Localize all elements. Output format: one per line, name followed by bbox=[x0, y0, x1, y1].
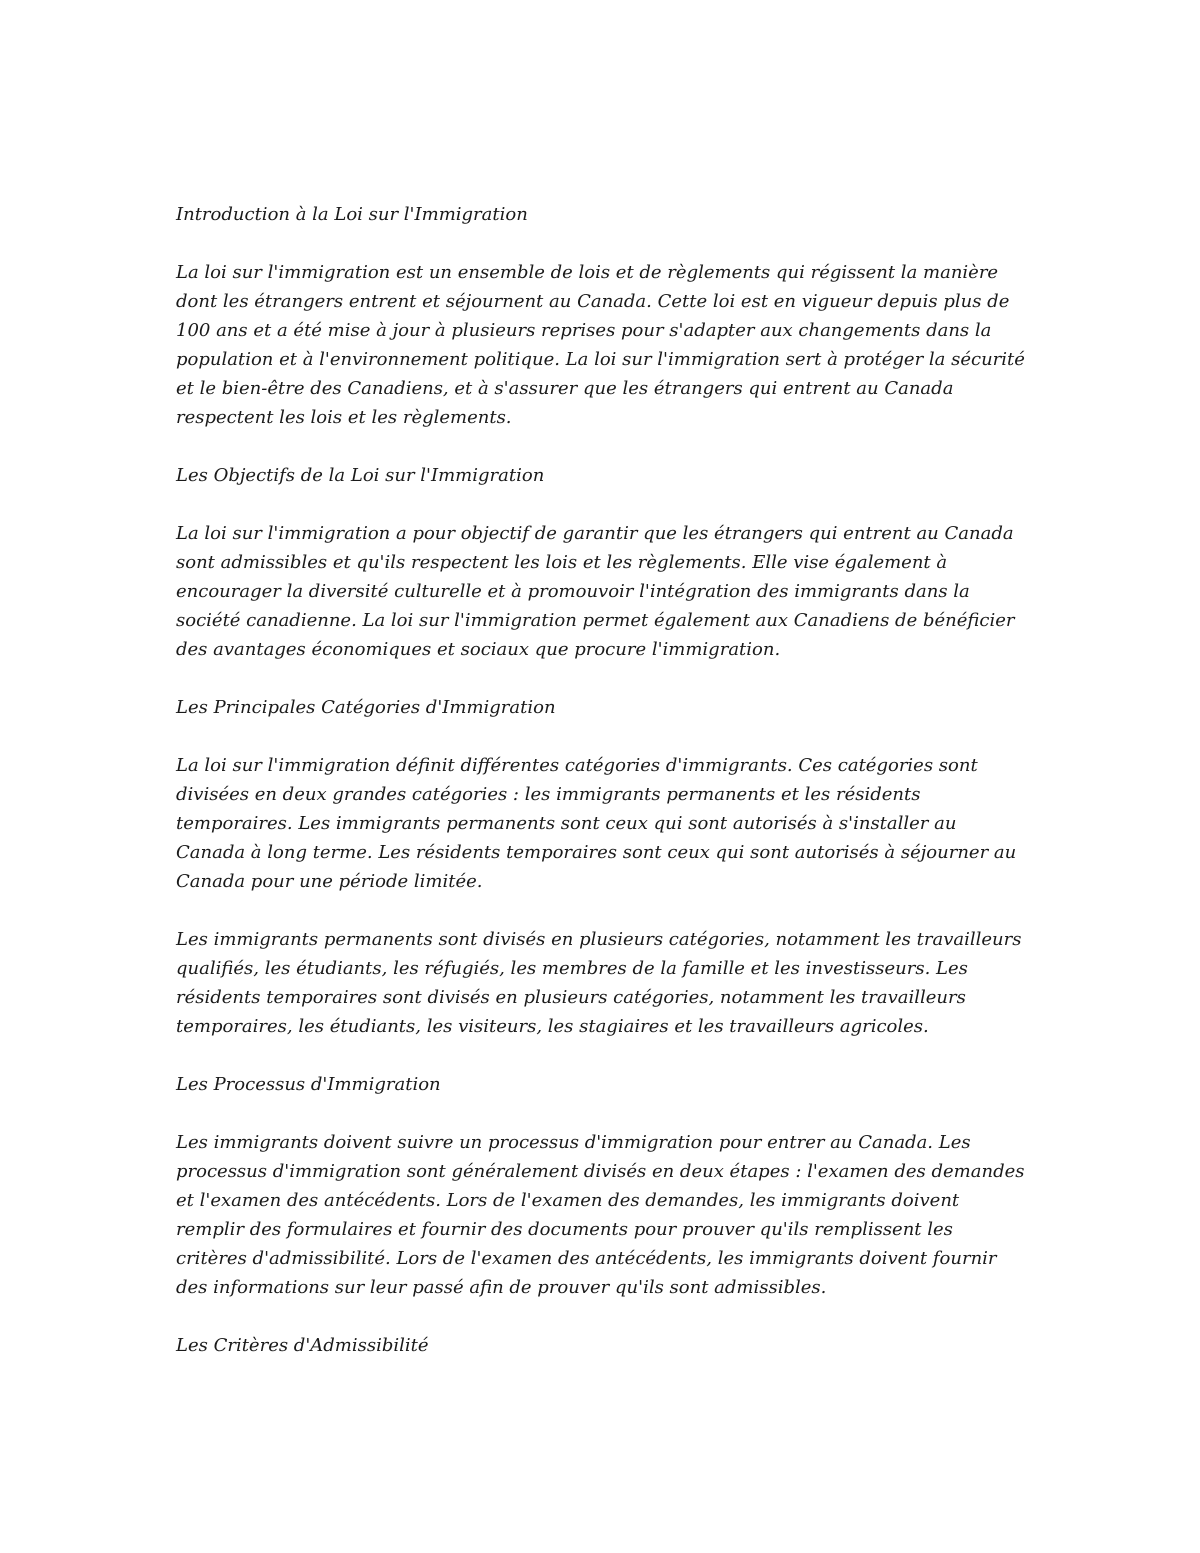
paragraph-categories-detail: Les immigrants permanents sont divisés en plusieurs catégories, notamment les travailleurs qualifiés, les étudiants, les réfugiés, les membres de la famille et les investisseurs. Les résidents temporaires sont divisés en plusieurs catégories, notamment les travailleurs temporaires, les étudiants, les visiteurs, les stagiaires et les travailleurs agricoles. bbox=[176, 929, 1022, 1037]
document-page bbox=[176, 200, 1026, 1389]
section-heading-processus: Les Processus d'Immigration bbox=[176, 1074, 441, 1095]
paragraph-categories: La loi sur l'immigration définit différentes catégories d'immigrants. Ces catégories sont divisées en deux grandes catégories : les immigrants permanents et les résidents temporaires. Les immigrants permanents sont ceux qui sont autorisés à s'installer au Canada à long terme. Les résidents temporaires sont ceux qui sont autorisés à séjourner au Canada pour une période limitée. bbox=[176, 755, 1017, 892]
section-heading-objectifs: Les Objectifs de la Loi sur l'Immigration bbox=[176, 465, 545, 486]
paragraph-processus: Les immigrants doivent suivre un processus d'immigration pour entrer au Canada. Les processus d'immigration sont généralement divisés en deux étapes : l'examen des demandes et l'examen des antécédents. Lors de l'examen des demandes, les immigrants doivent remplir des formulaires et fournir des documents pour prouver qu'ils remplissent les critères d'admissibilité. Lors de l'examen des antécédents, les immigrants doivent fournir des informations sur leur passé afin de prouver qu'ils sont admissibles. bbox=[176, 1132, 1025, 1298]
section-heading-criteres: Les Critères d'Admissibilité bbox=[176, 1335, 429, 1356]
paragraph-objectifs: La loi sur l'immigration a pour objectif de garantir que les étrangers qui entrent au Canada sont admissibles et qu'ils respectent les lois et les règlements. Elle vise également à encourager la diversité culturelle et à promouvoir l'intégration des immigrants dans la société canadienne. La loi sur l'immigration permet également aux Canadiens de bénéficier des avantages économiques et sociaux que procure l'immigration. bbox=[176, 523, 1015, 660]
section-heading-categories: Les Principales Catégories d'Immigration bbox=[176, 697, 556, 718]
paragraph-introduction: La loi sur l'immigration est un ensemble de lois et de règlements qui régissent la manière dont les étrangers entrent et séjournent au Canada. Cette loi est en vigueur depuis plus de 100 ans et a été mise à jour à plusieurs reprises pour s'adapter aux changements dans la population et à l'environnement politique. La loi sur l'immigration sert à protéger la sécurité et le bien-être des Canadiens, et à s'assurer que les étrangers qui entrent au Canada respectent les lois et les règlements. bbox=[176, 262, 1025, 428]
section-heading-introduction: Introduction à la Loi sur l'Immigration bbox=[176, 204, 528, 225]
